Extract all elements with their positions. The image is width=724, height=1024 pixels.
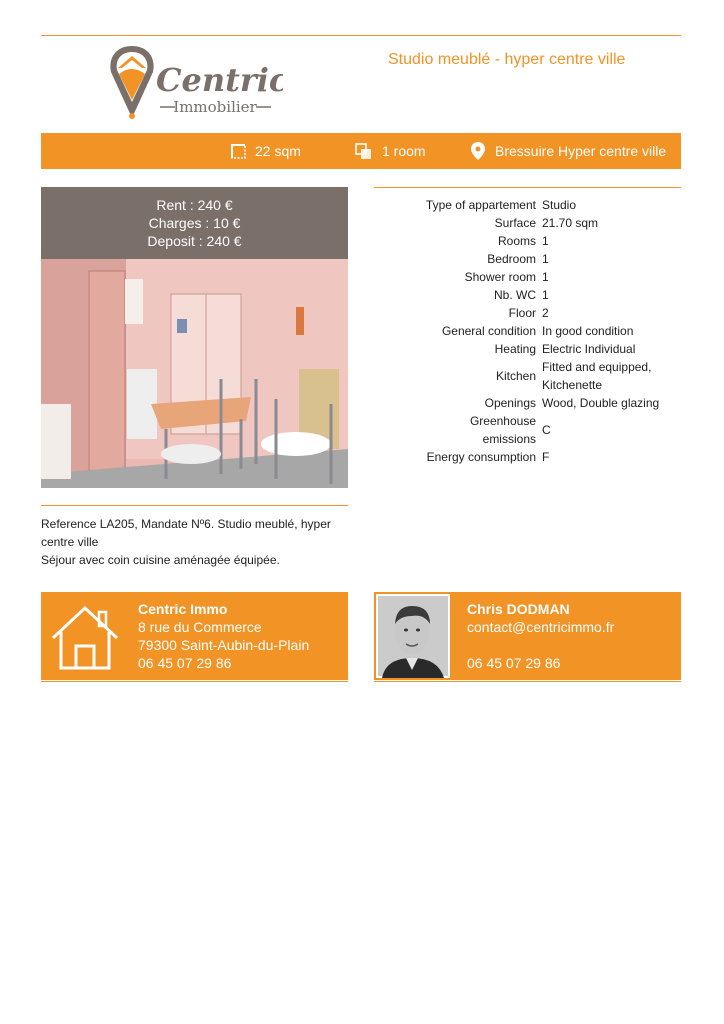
agency-phone: 06 45 07 29 86 xyxy=(138,655,232,671)
detail-key: Bedroom xyxy=(487,252,536,266)
detail-value: 21.70 sqm xyxy=(542,216,599,230)
description-line: Séjour avec coin cuisine aménagée équipée. xyxy=(41,553,280,567)
detail-key: Rooms xyxy=(497,234,536,248)
svg-text:Centric: Centric xyxy=(156,61,283,99)
detail-value: Electric Individual xyxy=(542,342,636,356)
agent-card-underline xyxy=(374,681,681,682)
detail-value: In good condition xyxy=(542,324,634,338)
surface-value: 22 sqm xyxy=(255,143,301,159)
detail-row-floor xyxy=(374,304,662,322)
detail-key: Greenhouse emissions xyxy=(469,414,536,446)
summary-band xyxy=(41,133,681,169)
location-summary xyxy=(471,133,666,169)
detail-row-bedroom xyxy=(374,250,662,268)
detail-row-rooms xyxy=(374,232,662,250)
detail-key: Surface xyxy=(494,216,536,230)
logo-pin-icon xyxy=(108,44,283,122)
detail-row-openings xyxy=(374,394,662,412)
detail-key: Kitchen xyxy=(495,369,536,383)
agency-name: Centric Immo xyxy=(138,601,228,617)
house-icon xyxy=(49,604,121,673)
detail-row-greenhouse xyxy=(374,412,662,448)
detail-key: Floor xyxy=(508,306,536,320)
detail-key: Openings xyxy=(484,396,536,410)
detail-row-type xyxy=(374,196,662,214)
deposit-price: Deposit : 240 € xyxy=(147,233,242,249)
detail-key: Nb. WC xyxy=(494,288,536,302)
agent-photo xyxy=(376,594,450,678)
detail-value: 1 xyxy=(542,252,549,266)
detail-value: Fitted and equipped, Kitchenette xyxy=(542,360,652,392)
detail-key: Heating xyxy=(494,342,536,356)
detail-value: 1 xyxy=(542,234,549,248)
location-value: Bressuire Hyper centre ville xyxy=(495,143,667,159)
description-line: centre ville xyxy=(41,535,99,549)
agency-city: 79300 Saint-Aubin-du-Plain xyxy=(138,637,310,653)
rooms-value: 1 room xyxy=(382,143,426,159)
charges-price: Charges : 10 € xyxy=(148,215,241,231)
agency-card xyxy=(41,592,348,680)
detail-row-wc xyxy=(374,286,662,304)
top-divider xyxy=(41,35,681,36)
details-divider xyxy=(374,187,681,188)
agent-name: Chris DODMAN xyxy=(467,601,570,617)
rooms-summary xyxy=(355,133,426,169)
price-box xyxy=(41,187,348,259)
detail-row-condition xyxy=(374,322,662,340)
rent-price: Rent : 240 € xyxy=(156,197,233,213)
agent-phone: 06 45 07 29 86 xyxy=(467,655,561,671)
company-logo xyxy=(108,44,283,122)
agent-email[interactable]: contact@centricimmo.fr xyxy=(467,619,615,635)
detail-key: Type of appartement xyxy=(425,198,536,212)
detail-row-kitchen xyxy=(374,358,662,394)
details-table xyxy=(374,196,681,466)
svg-text:Immobilier: Immobilier xyxy=(173,98,257,116)
agent-card xyxy=(374,592,681,680)
detail-row-shower xyxy=(374,268,662,286)
surface-summary xyxy=(230,133,301,169)
detail-value: 1 xyxy=(542,270,549,284)
detail-row-energy xyxy=(374,448,662,466)
surface-icon xyxy=(230,143,247,160)
detail-value: Studio xyxy=(542,198,577,212)
detail-value: Wood, Double glazing xyxy=(542,396,660,410)
location-pin-icon xyxy=(471,142,485,160)
detail-row-surface xyxy=(374,214,662,232)
agency-card-underline xyxy=(41,681,348,682)
room-icon xyxy=(355,143,372,160)
detail-row-heating xyxy=(374,340,662,358)
detail-key: Energy consumption xyxy=(426,450,536,464)
description-line: Reference LA205, Mandate Nº6. Studio meublé, hyper xyxy=(41,517,331,531)
detail-value: F xyxy=(542,450,550,464)
detail-value: C xyxy=(542,423,551,437)
detail-key: General condition xyxy=(441,324,536,338)
listing-title: Studio meublé - hyper centre ville xyxy=(388,51,626,68)
description xyxy=(41,515,346,569)
detail-value: 1 xyxy=(542,288,549,302)
property-photo xyxy=(41,259,348,488)
agency-street: 8 rue du Commerce xyxy=(138,619,262,635)
detail-value: 2 xyxy=(542,306,549,320)
description-divider xyxy=(41,505,348,506)
detail-key: Shower room xyxy=(464,270,536,284)
